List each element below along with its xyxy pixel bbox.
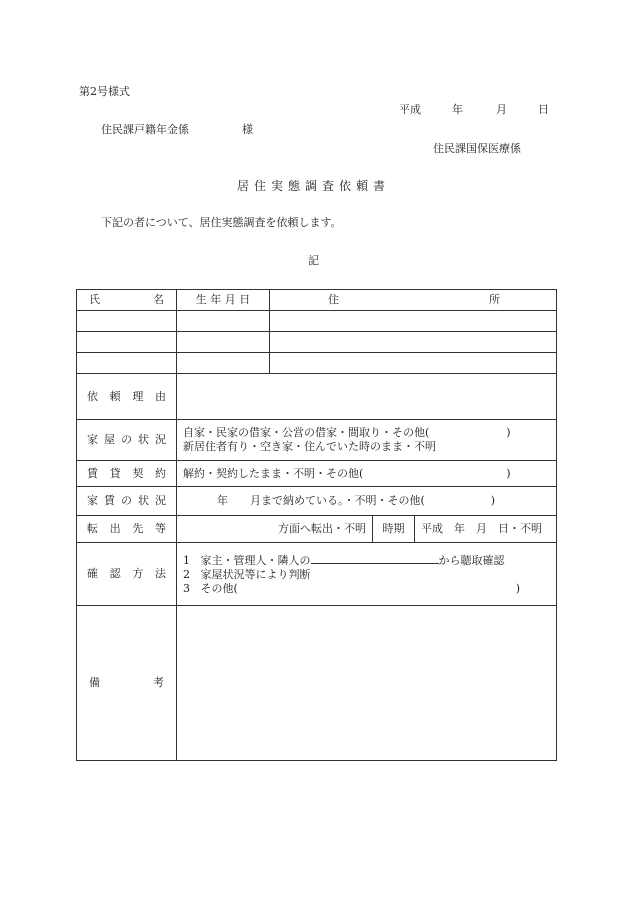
header-row xyxy=(77,290,557,311)
move-label: 転出先等 xyxy=(77,516,177,543)
date-year: 年 xyxy=(452,103,463,116)
header-birth: 生 年 月 日 xyxy=(177,290,270,311)
date-month: 月 xyxy=(496,103,507,116)
address-cell[interactable] xyxy=(270,353,557,374)
header-name xyxy=(77,290,177,311)
date-era: 平成 xyxy=(399,103,421,116)
birth-cell[interactable] xyxy=(177,332,270,353)
remarks-value[interactable] xyxy=(177,606,557,761)
addressee-dept: 住民課戸籍年金係 xyxy=(101,123,189,136)
table-row xyxy=(77,332,557,353)
addressee-honorific: 様 xyxy=(242,123,253,136)
document-title: 居住実態調査依頼書 xyxy=(237,179,391,193)
confirm-option-3-num: 3 xyxy=(183,581,190,595)
header-name-b: 名 xyxy=(153,293,164,306)
birth-cell[interactable] xyxy=(177,311,270,332)
ki-marker: 記 xyxy=(308,254,319,267)
confirm-row xyxy=(77,543,557,606)
move-time-value: 平成 年 月 日・不明 xyxy=(415,516,557,543)
header-address xyxy=(270,290,557,311)
move-time-label: 時期 xyxy=(373,516,415,543)
house-options-line2: 新居住者有り・空き家・住んでいた時のまま・不明 xyxy=(183,440,436,453)
move-destination: 方面へ転出・不明 xyxy=(177,516,373,543)
confirm-option-2-text: 家屋状況等により判断 xyxy=(200,567,311,581)
confirm-option-2-num: 2 xyxy=(183,567,190,581)
confirm-option-1 xyxy=(183,553,550,568)
form-number: 第2号様式 xyxy=(79,85,130,98)
header-address-b: 所 xyxy=(489,293,501,306)
confirm-label: 確認方法 xyxy=(77,543,177,606)
sender: 住民課国保医療係 xyxy=(433,142,521,155)
confirm-option-3 xyxy=(183,582,550,596)
house-row xyxy=(77,420,557,461)
confirm-option-1-text: 家主・管理人・隣人の xyxy=(200,553,311,567)
confirm-option-3-close: ) xyxy=(515,581,521,595)
move-row xyxy=(77,516,557,543)
intro-text: 下記の者について、居住実態調査を依頼します。 xyxy=(101,216,342,229)
table-row xyxy=(77,353,557,374)
confirm-options xyxy=(177,543,557,606)
confirm-option-1-num: 1 xyxy=(183,553,190,567)
reason-value[interactable] xyxy=(177,374,557,420)
name-cell[interactable] xyxy=(77,332,177,353)
house-label: 家屋の状況 xyxy=(77,420,177,461)
name-cell[interactable] xyxy=(77,311,177,332)
addressee xyxy=(101,124,253,135)
date-day: 日 xyxy=(538,103,549,116)
reason-label: 依頼理由 xyxy=(77,374,177,420)
header-address-a: 住 xyxy=(328,293,339,306)
address-cell[interactable] xyxy=(270,311,557,332)
house-options-line1: 自家・民家の借家・公営の借家・間取り・その他( ) xyxy=(183,426,511,439)
table-row xyxy=(77,311,557,332)
lease-options: 解約・契約したまま・不明・その他( ) xyxy=(177,461,557,487)
header-name-a: 氏 xyxy=(89,293,100,306)
name-cell[interactable] xyxy=(77,353,177,374)
rent-row xyxy=(77,487,557,516)
remarks-row xyxy=(77,606,557,761)
house-options xyxy=(177,420,557,461)
remarks-label-a: 備 xyxy=(89,676,100,689)
remarks-label-b: 考 xyxy=(153,676,164,689)
confirm-option-3-text: その他( xyxy=(200,581,238,595)
address-cell[interactable] xyxy=(270,332,557,353)
confirm-blank-line[interactable] xyxy=(311,553,439,564)
confirm-option-1-suffix: から聴取確認 xyxy=(438,553,505,567)
remarks-label xyxy=(77,606,177,761)
request-table xyxy=(76,289,557,761)
birth-cell[interactable] xyxy=(177,353,270,374)
lease-row xyxy=(77,461,557,487)
reason-row xyxy=(77,374,557,420)
lease-label: 賃貸契約 xyxy=(77,461,177,487)
rent-label: 家賃の状況 xyxy=(77,487,177,516)
date-line xyxy=(399,104,549,115)
confirm-option-2 xyxy=(183,568,550,582)
rent-options: 年 月まで納めている。・不明・その他( ) xyxy=(177,487,557,516)
